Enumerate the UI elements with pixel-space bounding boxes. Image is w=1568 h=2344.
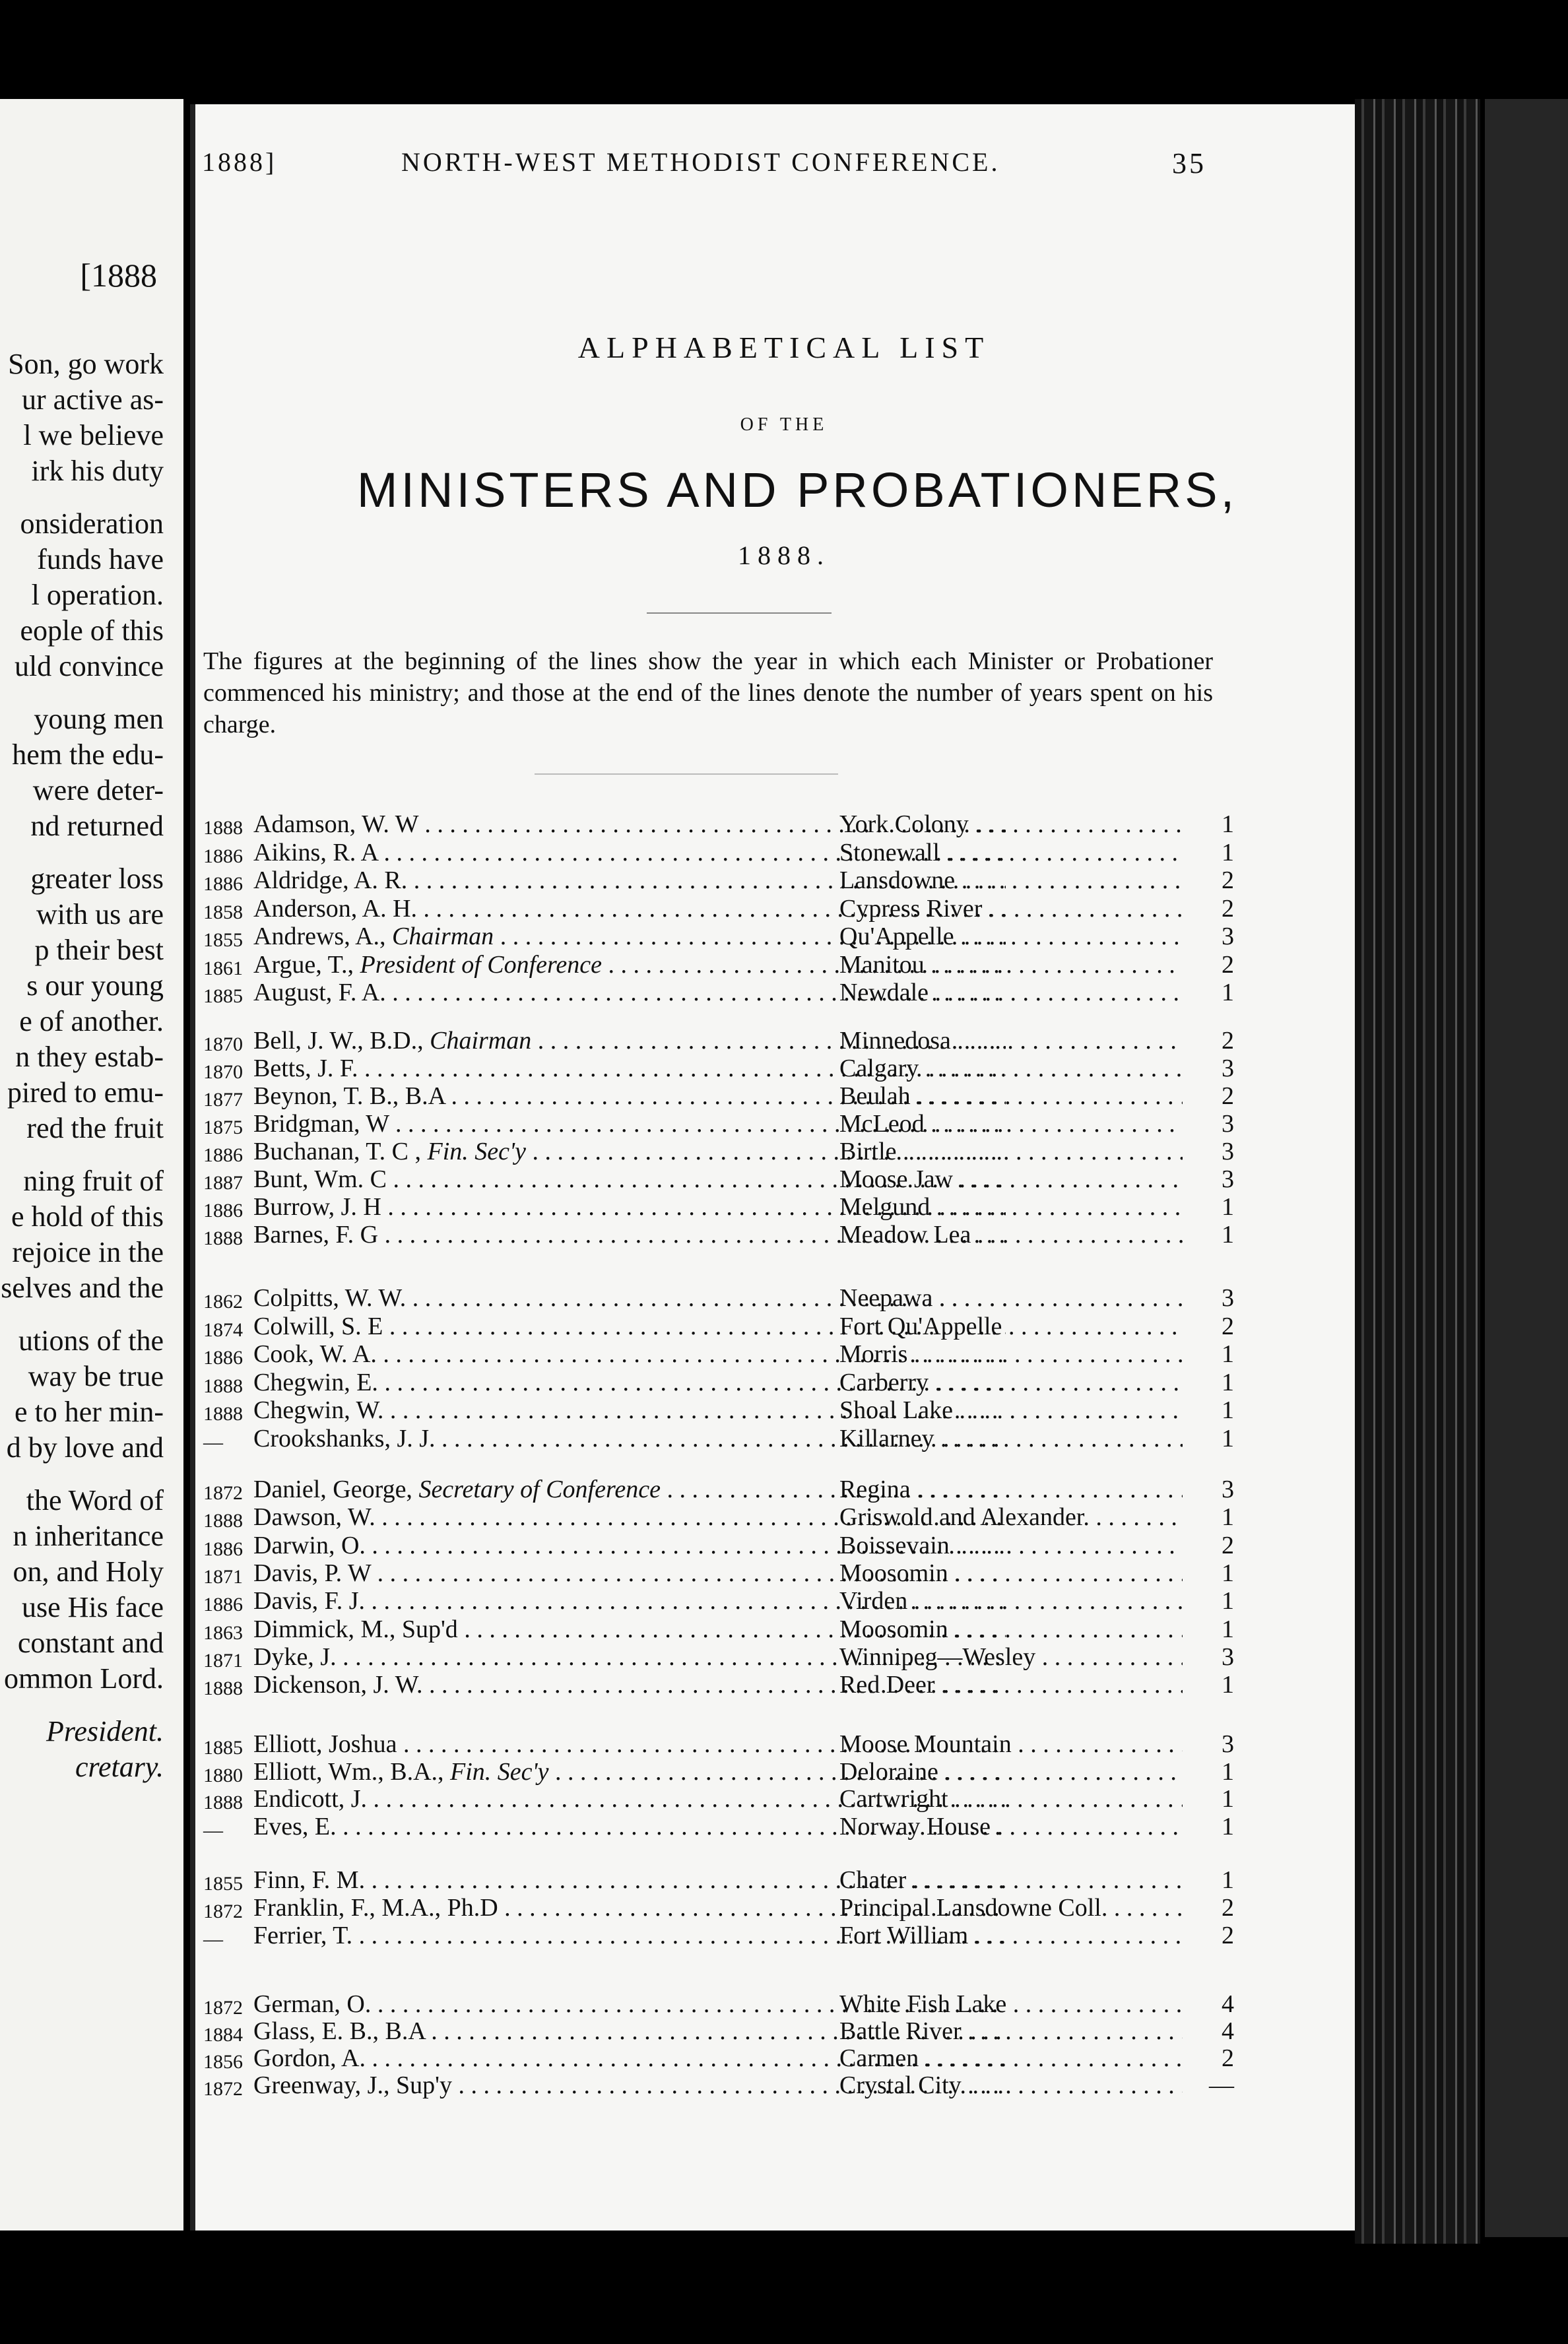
facing-page-line: onsideration xyxy=(20,507,164,540)
facing-page-line: President. xyxy=(46,1715,164,1747)
charge-name-text: Calgary xyxy=(839,1055,919,1082)
minister-name-text: Betts, J. F. xyxy=(253,1055,358,1082)
list-item xyxy=(203,1082,1233,1110)
years-on-charge: 1 xyxy=(1222,1587,1234,1615)
charge-name-text: Cypress River xyxy=(839,894,983,923)
entry-year: 1886 xyxy=(203,1538,243,1560)
list-item xyxy=(203,810,1233,838)
charge-name-text: Moosomin xyxy=(839,1615,948,1643)
entry-year: 1872 xyxy=(203,2078,243,2100)
minister-name-text: Colpitts, W. W. xyxy=(253,1284,407,1312)
minister-office: Fin. Sec'y xyxy=(443,1757,549,1786)
charge-name xyxy=(839,895,1183,923)
facing-page-line: l operation. xyxy=(31,579,164,611)
minister-office: Chairman xyxy=(423,1027,532,1055)
minister-name-text: Barnes, F. G xyxy=(253,1221,379,1249)
years-on-charge: 2 xyxy=(1222,1894,1234,1922)
years-on-charge: 3 xyxy=(1222,1110,1234,1138)
facing-page-line: the Word of xyxy=(26,1484,164,1516)
entry-year: 1858 xyxy=(203,901,243,923)
minister-name-text: Colwill, S. E xyxy=(253,1312,383,1340)
list-item xyxy=(203,1643,1233,1671)
charge-name-text: Stonewall xyxy=(839,838,940,866)
facing-page-line: nd returned xyxy=(30,810,164,842)
list-item xyxy=(203,1165,1233,1193)
entry-year: 1862 xyxy=(203,1291,243,1313)
charge-name-text: Qu'Appelle xyxy=(839,923,954,950)
facing-page-line: s our young xyxy=(26,969,164,1002)
entry-year: 1871 xyxy=(203,1565,243,1588)
facing-page-line: ur active as- xyxy=(22,383,164,416)
charge-name xyxy=(839,1221,1183,1249)
entry-year: 1885 xyxy=(203,985,243,1007)
charge-name xyxy=(839,1193,1183,1221)
divider-rule xyxy=(647,612,832,614)
facing-page-line: p their best xyxy=(34,934,164,966)
facing-page-line: with us are xyxy=(36,898,164,930)
years-on-charge: 4 xyxy=(1222,1990,1234,2018)
entry-year: 1877 xyxy=(203,1089,243,1111)
intro-paragraph: The figures at the beginning of the lines show the year in which each Minister or Probationer commenced his ministry; and those at the end of the lines denote the number of years spent on his charge. xyxy=(203,647,1213,738)
years-on-charge: 1 xyxy=(1222,1785,1234,1813)
minister-name-text: Greenway, J., Sup'y xyxy=(253,2071,452,2099)
entry-year: 1861 xyxy=(203,957,243,979)
list-item xyxy=(203,1615,1233,1643)
charge-name xyxy=(839,1532,1183,1559)
minister-name-text: Aikins, R. A xyxy=(253,838,377,866)
list-item xyxy=(203,2071,1233,2099)
minister-name-text: Finn, F. M. xyxy=(253,1866,366,1894)
charge-name xyxy=(839,1671,1183,1699)
charge-name-text: McLeod xyxy=(839,1110,925,1138)
years-on-charge: 1 xyxy=(1222,1424,1234,1452)
minister-name-text: Dickenson, J. W. xyxy=(253,1671,423,1699)
charge-name-text: Carberry xyxy=(839,1368,929,1396)
facing-page-line: pired to emu- xyxy=(7,1076,164,1109)
minister-name-text: Burrow, J. H xyxy=(253,1193,381,1221)
list-item xyxy=(203,1503,1233,1531)
entry-year: 1888 xyxy=(203,1403,243,1425)
years-on-charge: 1 xyxy=(1222,1812,1234,1840)
years-on-charge: 3 xyxy=(1222,1730,1234,1758)
facing-page-line: cretary. xyxy=(75,1751,164,1783)
entry-year: 1888 xyxy=(203,1375,243,1397)
entry-year: 1880 xyxy=(203,1764,243,1786)
facing-page-header: [1888 xyxy=(80,257,157,294)
years-on-charge: 2 xyxy=(1222,894,1234,923)
entry-year: — xyxy=(203,1431,223,1453)
years-on-charge: 1 xyxy=(1222,1221,1234,1249)
entry-year: 1888 xyxy=(203,1677,243,1700)
charge-name xyxy=(839,1425,1183,1452)
facing-page-line: eople of this xyxy=(20,614,164,647)
minister-name-text: Franklin, F., M.A., Ph.D xyxy=(253,1894,498,1922)
minister-name-text: August, F. A. xyxy=(253,979,386,1006)
charge-name-text: Manitou xyxy=(839,950,925,979)
list-item xyxy=(203,1990,1233,2018)
facing-page-line: ning fruit of xyxy=(23,1165,164,1197)
entry-year: 1870 xyxy=(203,1061,243,1083)
charge-name xyxy=(839,1027,1183,1055)
list-item xyxy=(203,951,1233,979)
years-on-charge: 1 xyxy=(1222,810,1234,838)
list-item xyxy=(203,1110,1233,1138)
charge-name xyxy=(839,1284,1183,1312)
facing-page-line: ommon Lord. xyxy=(4,1662,164,1695)
charge-name-text: Meadow Lea xyxy=(839,1221,971,1249)
years-on-charge: 3 xyxy=(1222,1165,1234,1193)
charge-name-text: Neepawa xyxy=(839,1284,933,1312)
minister-name-text: Dimmick, M., Sup'd xyxy=(253,1615,458,1643)
list-item xyxy=(203,1027,1233,1055)
charge-name xyxy=(839,1055,1183,1082)
charge-name-text: Morris xyxy=(839,1340,908,1368)
charge-name-text: York Colony xyxy=(839,810,969,838)
years-on-charge: 2 xyxy=(1222,1531,1234,1559)
entry-year: 1888 xyxy=(203,817,243,839)
facing-page-line: e hold of this xyxy=(11,1200,164,1233)
minister-name-text: Anderson, A. H. xyxy=(253,894,418,923)
charge-name-text: Battle River xyxy=(839,2017,962,2045)
facing-page-line: greater loss xyxy=(30,863,164,895)
years-on-charge: 1 xyxy=(1222,838,1234,866)
entry-year: 1872 xyxy=(203,1901,243,1922)
charge-name xyxy=(839,1615,1183,1643)
facing-page-line: d by love and xyxy=(6,1431,164,1464)
years-on-charge: 1 xyxy=(1222,1757,1234,1786)
minister-office: Chairman xyxy=(385,923,494,950)
facing-page-line: constant and xyxy=(17,1627,164,1659)
charge-name xyxy=(839,1503,1183,1531)
list-item xyxy=(203,1532,1233,1559)
list-item xyxy=(203,2044,1233,2072)
list-item xyxy=(203,1730,1233,1758)
minister-name-text: Argue, T., xyxy=(253,950,354,979)
charge-name xyxy=(839,1785,1183,1813)
charge-name xyxy=(839,1082,1183,1110)
list-item xyxy=(203,1922,1233,1949)
charge-name xyxy=(839,866,1183,894)
charge-name xyxy=(839,1758,1183,1786)
years-on-charge: 1 xyxy=(1222,1615,1234,1643)
minister-name-text: Bridgman, W xyxy=(253,1110,389,1138)
minister-name-text: Eves, E. xyxy=(253,1812,337,1840)
charge-name-text: Virden xyxy=(839,1587,908,1615)
charge-name-text: Red Deer xyxy=(839,1671,935,1699)
minister-name-text: Darwin, O. xyxy=(253,1531,366,1559)
minister-name-text: Chegwin, E. xyxy=(253,1368,378,1396)
minister-office: Fin. Sec'y xyxy=(421,1138,526,1165)
years-on-charge: 1 xyxy=(1222,1866,1234,1894)
list-item xyxy=(203,1866,1233,1894)
years-on-charge: 1 xyxy=(1222,1559,1234,1587)
charge-name-text: Principal Lansdowne Coll. xyxy=(839,1894,1108,1922)
minister-name-text: Gordon, A. xyxy=(253,2044,366,2072)
charge-name xyxy=(839,1866,1183,1894)
years-on-charge: 2 xyxy=(1222,950,1234,979)
list-item xyxy=(203,1340,1233,1368)
facing-page-line: way be true xyxy=(28,1360,164,1392)
charge-name-text: Chater xyxy=(839,1866,907,1894)
facing-page-line: uld convince xyxy=(14,650,164,682)
charge-name xyxy=(839,839,1183,866)
facing-page-line: l we believe xyxy=(23,419,164,451)
charge-name xyxy=(839,1990,1183,2018)
entry-year: 1870 xyxy=(203,1033,243,1055)
facing-page-line: were deter- xyxy=(32,774,164,806)
facing-page-line: red the fruit xyxy=(26,1112,164,1144)
minister-name-text: Aldridge, A. R. xyxy=(253,866,408,894)
facing-page-line: Son, go work xyxy=(8,348,164,380)
charge-name-text: Minnedosa xyxy=(839,1027,951,1055)
list-item xyxy=(203,2017,1233,2045)
charge-name-text: Moose Mountain xyxy=(839,1730,1012,1758)
entry-year: 1885 xyxy=(203,1737,243,1759)
years-on-charge: 3 xyxy=(1222,1643,1234,1671)
minister-name-text: Ferrier, T. xyxy=(253,1922,353,1949)
facing-page-line: young men xyxy=(34,703,164,735)
charge-name-text: Killarney xyxy=(839,1424,934,1452)
entry-year: 1888 xyxy=(203,1792,243,1813)
list-item xyxy=(203,1396,1233,1424)
charge-name-text: Fort Qu'Appelle xyxy=(839,1312,1002,1340)
charge-name-text: Newdale xyxy=(839,979,929,1006)
minister-name-text: German, O. xyxy=(253,1990,372,2018)
charge-name xyxy=(839,1813,1183,1840)
title-line-3: MINISTERS AND PROBATIONERS, xyxy=(356,463,1238,517)
years-on-charge: 3 xyxy=(1222,1284,1234,1312)
years-on-charge: 2 xyxy=(1222,1922,1234,1949)
list-item xyxy=(203,1284,1233,1312)
facing-page-line: rejoice in the xyxy=(12,1236,164,1268)
charge-name xyxy=(839,2017,1183,2045)
entry-year: 1872 xyxy=(203,1482,243,1504)
charge-name xyxy=(839,1396,1183,1424)
years-on-charge: 1 xyxy=(1222,1193,1234,1221)
minister-name-text: Davis, P. W xyxy=(253,1559,372,1587)
entry-year: 1871 xyxy=(203,1649,243,1672)
charge-name-text: Boissevain xyxy=(839,1531,950,1559)
charge-name xyxy=(839,1894,1183,1922)
minister-name-text: Chegwin, W. xyxy=(253,1396,384,1424)
charge-name xyxy=(839,1340,1183,1368)
list-item xyxy=(203,979,1233,1006)
list-item xyxy=(203,839,1233,866)
minister-name-text: Elliott, Wm., B.A., xyxy=(253,1757,444,1786)
years-on-charge: 1 xyxy=(1222,1396,1234,1424)
entry-year: 1863 xyxy=(203,1621,243,1644)
years-on-charge: 3 xyxy=(1222,1476,1234,1503)
charge-name-text: Lansdowne xyxy=(839,866,956,894)
list-item xyxy=(203,1425,1233,1452)
entry-year: 1856 xyxy=(203,2051,243,2073)
list-item xyxy=(203,1813,1233,1840)
years-on-charge: 2 xyxy=(1222,1082,1234,1110)
facing-page-line: irk his duty xyxy=(31,455,164,487)
list-item xyxy=(203,1559,1233,1587)
charge-name xyxy=(839,1369,1183,1396)
list-item xyxy=(203,895,1233,923)
years-on-charge: 4 xyxy=(1222,2017,1234,2045)
minister-name-text: Crookshanks, J. J. xyxy=(253,1424,436,1452)
charge-name xyxy=(839,1110,1183,1138)
charge-name xyxy=(839,1730,1183,1758)
entry-year: — xyxy=(203,1819,223,1841)
entry-year: 1886 xyxy=(203,845,243,867)
charge-name-text: Fort William xyxy=(839,1922,969,1949)
list-item xyxy=(203,1369,1233,1396)
facing-page-line: selves and the xyxy=(1,1272,164,1304)
years-on-charge: 2 xyxy=(1222,866,1234,894)
charge-name xyxy=(839,810,1183,838)
charge-name xyxy=(839,1138,1183,1165)
charge-name xyxy=(839,1922,1183,1949)
minister-name-text: Daniel, George, xyxy=(253,1476,412,1503)
entry-year: 1855 xyxy=(203,929,243,951)
facing-page-line: hem the edu- xyxy=(12,738,164,771)
list-item xyxy=(203,1193,1233,1221)
years-on-charge: 1 xyxy=(1222,1368,1234,1396)
minister-name-text: Adamson, W. W xyxy=(253,810,418,838)
minister-name-text: Bell, J. W., B.D., xyxy=(253,1027,424,1055)
years-on-charge: 3 xyxy=(1222,1055,1234,1082)
list-item xyxy=(203,1476,1233,1503)
charge-name-text: Moosomin xyxy=(839,1559,948,1587)
minister-name-text: Elliott, Joshua xyxy=(253,1730,397,1758)
charge-name xyxy=(839,1587,1183,1615)
charge-name xyxy=(839,979,1183,1006)
minister-name-text: Dyke, J. xyxy=(253,1643,337,1671)
charge-name-text: Moose Jaw xyxy=(839,1165,954,1193)
minister-name-text: Endicott, J. xyxy=(253,1785,368,1813)
years-on-charge: 1 xyxy=(1222,1671,1234,1699)
years-on-charge: 3 xyxy=(1222,923,1234,950)
facing-page-line: e to her min- xyxy=(14,1396,164,1428)
charge-name-text: Griswold and Alexander. xyxy=(839,1503,1090,1532)
charge-name-text: Beulah xyxy=(839,1082,911,1110)
entry-year: 1886 xyxy=(203,1347,243,1369)
minister-name-text: Buchanan, T. C , xyxy=(253,1138,421,1165)
list-item xyxy=(203,923,1233,950)
list-item xyxy=(203,1758,1233,1786)
years-on-charge: 1 xyxy=(1222,1503,1234,1532)
charge-name xyxy=(839,1643,1183,1671)
years-on-charge: 1 xyxy=(1222,1340,1234,1368)
list-item xyxy=(203,1587,1233,1615)
charge-name xyxy=(839,951,1183,979)
facing-page-line: on, and Holy xyxy=(13,1555,164,1588)
entry-year: 1872 xyxy=(203,1997,243,2019)
charge-name-text: White Fish Lake xyxy=(839,1990,1007,2018)
title-line-1: ALPHABETICAL LIST xyxy=(577,331,991,364)
facing-page-line: e of another. xyxy=(19,1005,164,1037)
minister-office: Secretary of Conference xyxy=(412,1476,661,1503)
charge-name-text: Regina xyxy=(839,1476,911,1503)
years-on-charge: 1 xyxy=(1222,979,1234,1006)
list-item xyxy=(203,1313,1233,1340)
charge-name-text: Shoal Lake xyxy=(839,1396,954,1424)
list-item xyxy=(203,1138,1233,1165)
facing-page-line: use His face xyxy=(21,1591,164,1623)
charge-name-text: Birtle xyxy=(839,1138,897,1165)
entry-year: 1886 xyxy=(203,1200,243,1221)
charge-name-text: Winnipeg—Wesley xyxy=(839,1643,1036,1671)
facing-page-line: funds have xyxy=(37,543,164,575)
charge-name-text: Deloraine xyxy=(839,1757,938,1786)
minister-name-text: Dawson, W. xyxy=(253,1503,376,1532)
charge-name xyxy=(839,1559,1183,1587)
facing-page-line: utions of the xyxy=(18,1324,164,1357)
entry-year: 1886 xyxy=(203,1144,243,1166)
entry-year: 1855 xyxy=(203,1873,243,1895)
minister-name-text: Glass, E. B., B.A xyxy=(253,2017,425,2045)
minister-name-text: Beynon, T. B., B.A xyxy=(253,1082,445,1110)
years-on-charge: 3 xyxy=(1222,1138,1234,1165)
charge-name-text: Carmen xyxy=(839,2044,919,2072)
list-item xyxy=(203,866,1233,894)
years-on-charge: 2 xyxy=(1222,1027,1234,1055)
charge-name xyxy=(839,923,1183,950)
list-item xyxy=(203,1221,1233,1249)
entry-year: 1875 xyxy=(203,1117,243,1138)
years-on-charge: — xyxy=(1209,2071,1234,2099)
running-title: NORTH-WEST METHODIST CONFERENCE. xyxy=(401,147,1000,177)
minister-name-text: Andrews, A., xyxy=(253,923,386,950)
entry-year: 1888 xyxy=(203,1510,243,1532)
charge-name-text: Melgund xyxy=(839,1193,931,1221)
charge-name-text: Crystal City xyxy=(839,2071,962,2099)
minister-name-text: Bunt, Wm. C xyxy=(253,1165,387,1193)
entry-year: 1887 xyxy=(203,1172,243,1194)
title-line-2: OF THE xyxy=(740,414,828,435)
charge-name xyxy=(839,1476,1183,1503)
charge-name-text: Norway House xyxy=(839,1812,991,1840)
minister-name-text: Davis, F. J. xyxy=(253,1587,366,1615)
years-on-charge: 2 xyxy=(1222,1312,1234,1340)
list-item xyxy=(203,1055,1233,1082)
entry-year: 1888 xyxy=(203,1227,243,1249)
divider-rule-2 xyxy=(535,773,838,775)
list-item xyxy=(203,1785,1233,1813)
charge-name-text: Cartwright xyxy=(839,1785,948,1813)
charge-name xyxy=(839,1313,1183,1340)
minister-name-text: Cook, W. A. xyxy=(253,1340,377,1368)
charge-name xyxy=(839,2071,1183,2099)
header-year: 1888] xyxy=(202,147,277,177)
entry-year: — xyxy=(203,1928,223,1950)
entry-year: 1886 xyxy=(203,1594,243,1616)
facing-page-line: n they estab- xyxy=(15,1041,164,1073)
facing-page-line: n inheritance xyxy=(13,1520,164,1552)
list-item xyxy=(203,1894,1233,1922)
charge-name xyxy=(839,2044,1183,2072)
entry-year: 1884 xyxy=(203,2024,243,2046)
entry-year: 1886 xyxy=(203,873,243,895)
charge-name xyxy=(839,1165,1183,1193)
minister-office: President of Conference xyxy=(353,950,603,979)
entry-year: 1874 xyxy=(203,1318,243,1341)
title-line-4: 1888. xyxy=(738,540,830,570)
list-item xyxy=(203,1671,1233,1699)
page-number: 35 xyxy=(1172,147,1206,179)
years-on-charge: 2 xyxy=(1222,2044,1234,2072)
